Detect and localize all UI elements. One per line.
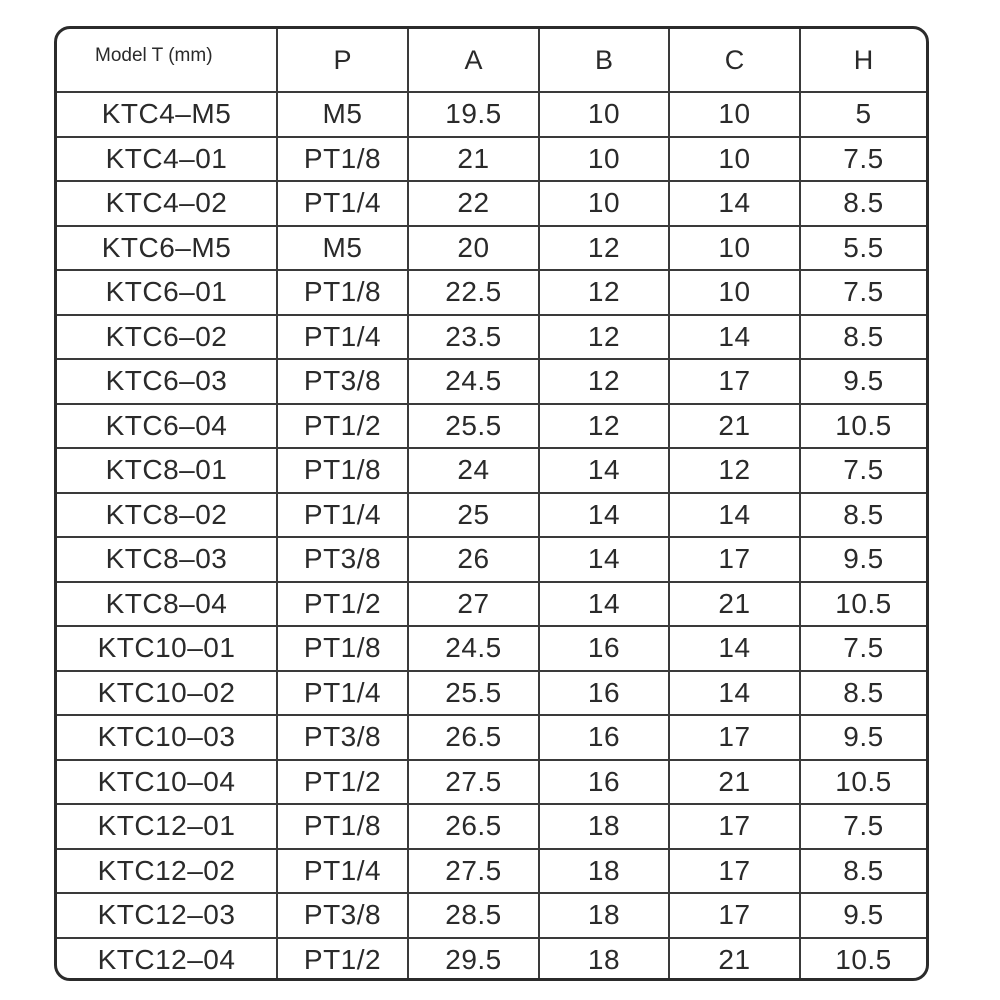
cell-c: 14 xyxy=(669,626,800,671)
cell-p: M5 xyxy=(277,92,408,137)
cell-c: 10 xyxy=(669,270,800,315)
cell-p: M5 xyxy=(277,226,408,271)
cell-p: PT1/8 xyxy=(277,804,408,849)
cell-h: 5 xyxy=(800,92,926,137)
spec-table-frame xyxy=(54,26,929,981)
cell-a: 22.5 xyxy=(408,270,539,315)
cell-h: 10.5 xyxy=(800,938,926,982)
cell-c: 17 xyxy=(669,893,800,938)
cell-a: 29.5 xyxy=(408,938,539,982)
cell-b: 18 xyxy=(539,804,669,849)
cell-h: 9.5 xyxy=(800,893,926,938)
cell-b: 14 xyxy=(539,537,669,582)
cell-c: 17 xyxy=(669,715,800,760)
cell-a: 27.5 xyxy=(408,760,539,805)
cell-a: 20 xyxy=(408,226,539,271)
cell-c: 10 xyxy=(669,92,800,137)
table-row xyxy=(57,671,926,716)
cell-b: 12 xyxy=(539,226,669,271)
cell-p: PT3/8 xyxy=(277,715,408,760)
cell-h: 7.5 xyxy=(800,448,926,493)
table-body xyxy=(57,92,926,981)
cell-c: 21 xyxy=(669,404,800,449)
cell-p: PT1/2 xyxy=(277,404,408,449)
cell-p: PT1/4 xyxy=(277,315,408,360)
cell-model: KTC4–01 xyxy=(57,137,277,182)
cell-model: KTC4–M5 xyxy=(57,92,277,137)
cell-h: 8.5 xyxy=(800,315,926,360)
cell-b: 12 xyxy=(539,404,669,449)
cell-h: 7.5 xyxy=(800,804,926,849)
cell-model: KTC6–02 xyxy=(57,315,277,360)
cell-p: PT1/8 xyxy=(277,270,408,315)
cell-b: 12 xyxy=(539,315,669,360)
cell-model: KTC8–03 xyxy=(57,537,277,582)
table-row xyxy=(57,849,926,894)
cell-h: 5.5 xyxy=(800,226,926,271)
cell-a: 26 xyxy=(408,537,539,582)
cell-c: 14 xyxy=(669,671,800,716)
cell-p: PT1/4 xyxy=(277,849,408,894)
cell-a: 27.5 xyxy=(408,849,539,894)
cell-c: 14 xyxy=(669,181,800,226)
cell-b: 14 xyxy=(539,493,669,538)
cell-b: 12 xyxy=(539,359,669,404)
cell-model: KTC8–04 xyxy=(57,582,277,627)
cell-a: 21 xyxy=(408,137,539,182)
cell-h: 8.5 xyxy=(800,671,926,716)
cell-p: PT1/4 xyxy=(277,493,408,538)
cell-h: 8.5 xyxy=(800,849,926,894)
cell-model: KTC10–01 xyxy=(57,626,277,671)
cell-p: PT1/8 xyxy=(277,626,408,671)
cell-a: 24 xyxy=(408,448,539,493)
table-row xyxy=(57,92,926,137)
header-cell-c: C xyxy=(669,29,800,92)
table-row xyxy=(57,804,926,849)
table-row xyxy=(57,893,926,938)
cell-b: 16 xyxy=(539,715,669,760)
cell-c: 21 xyxy=(669,938,800,982)
cell-h: 10.5 xyxy=(800,760,926,805)
table-row xyxy=(57,270,926,315)
cell-a: 26.5 xyxy=(408,804,539,849)
cell-a: 25 xyxy=(408,493,539,538)
table-row xyxy=(57,493,926,538)
cell-a: 22 xyxy=(408,181,539,226)
cell-h: 10.5 xyxy=(800,582,926,627)
cell-model: KTC4–02 xyxy=(57,181,277,226)
table-row xyxy=(57,715,926,760)
cell-h: 7.5 xyxy=(800,137,926,182)
cell-c: 10 xyxy=(669,137,800,182)
table-row xyxy=(57,448,926,493)
spec-table xyxy=(57,29,926,981)
cell-a: 24.5 xyxy=(408,359,539,404)
cell-b: 12 xyxy=(539,270,669,315)
cell-b: 18 xyxy=(539,849,669,894)
cell-h: 7.5 xyxy=(800,270,926,315)
cell-h: 8.5 xyxy=(800,493,926,538)
cell-h: 7.5 xyxy=(800,626,926,671)
cell-c: 17 xyxy=(669,537,800,582)
cell-b: 10 xyxy=(539,137,669,182)
cell-a: 25.5 xyxy=(408,671,539,716)
cell-model: KTC10–04 xyxy=(57,760,277,805)
table-row xyxy=(57,315,926,360)
cell-b: 18 xyxy=(539,938,669,982)
cell-h: 9.5 xyxy=(800,715,926,760)
cell-p: PT1/4 xyxy=(277,671,408,716)
cell-h: 10.5 xyxy=(800,404,926,449)
cell-p: PT3/8 xyxy=(277,537,408,582)
table-row xyxy=(57,137,926,182)
cell-p: PT3/8 xyxy=(277,893,408,938)
cell-p: PT1/8 xyxy=(277,448,408,493)
cell-c: 10 xyxy=(669,226,800,271)
header-row xyxy=(57,29,926,92)
table-row xyxy=(57,938,926,982)
cell-a: 25.5 xyxy=(408,404,539,449)
cell-a: 23.5 xyxy=(408,315,539,360)
table-row xyxy=(57,760,926,805)
cell-b: 10 xyxy=(539,92,669,137)
cell-b: 14 xyxy=(539,582,669,627)
cell-p: PT1/4 xyxy=(277,181,408,226)
cell-model: KTC8–02 xyxy=(57,493,277,538)
cell-a: 26.5 xyxy=(408,715,539,760)
cell-b: 10 xyxy=(539,181,669,226)
cell-c: 17 xyxy=(669,804,800,849)
cell-h: 9.5 xyxy=(800,359,926,404)
cell-model: KTC10–02 xyxy=(57,671,277,716)
cell-b: 18 xyxy=(539,893,669,938)
cell-p: PT1/2 xyxy=(277,582,408,627)
cell-p: PT1/2 xyxy=(277,938,408,982)
cell-a: 28.5 xyxy=(408,893,539,938)
cell-b: 14 xyxy=(539,448,669,493)
cell-p: PT3/8 xyxy=(277,359,408,404)
header-cell-b: B xyxy=(539,29,669,92)
cell-model: KTC10–03 xyxy=(57,715,277,760)
cell-c: 14 xyxy=(669,493,800,538)
cell-c: 17 xyxy=(669,359,800,404)
cell-c: 12 xyxy=(669,448,800,493)
cell-p: PT1/8 xyxy=(277,137,408,182)
cell-model: KTC12–02 xyxy=(57,849,277,894)
cell-a: 19.5 xyxy=(408,92,539,137)
header-cell-h: H xyxy=(800,29,926,92)
cell-model: KTC12–01 xyxy=(57,804,277,849)
table-row xyxy=(57,582,926,627)
cell-a: 24.5 xyxy=(408,626,539,671)
table-row xyxy=(57,404,926,449)
cell-model: KTC12–03 xyxy=(57,893,277,938)
table-row xyxy=(57,359,926,404)
cell-c: 21 xyxy=(669,582,800,627)
cell-model: KTC6–04 xyxy=(57,404,277,449)
cell-c: 21 xyxy=(669,760,800,805)
cell-c: 17 xyxy=(669,849,800,894)
cell-model: KTC6–M5 xyxy=(57,226,277,271)
cell-model: KTC6–01 xyxy=(57,270,277,315)
cell-h: 9.5 xyxy=(800,537,926,582)
cell-model: KTC8–01 xyxy=(57,448,277,493)
cell-b: 16 xyxy=(539,671,669,716)
table-row xyxy=(57,626,926,671)
table-row xyxy=(57,537,926,582)
cell-a: 27 xyxy=(408,582,539,627)
cell-p: PT1/2 xyxy=(277,760,408,805)
cell-model: KTC6–03 xyxy=(57,359,277,404)
header-cell-p: P xyxy=(277,29,408,92)
table-row xyxy=(57,181,926,226)
table-row xyxy=(57,226,926,271)
cell-h: 8.5 xyxy=(800,181,926,226)
cell-model: KTC12–04 xyxy=(57,938,277,982)
header-cell-model: Model T (mm) xyxy=(57,29,277,92)
cell-b: 16 xyxy=(539,626,669,671)
header-cell-a: A xyxy=(408,29,539,92)
cell-b: 16 xyxy=(539,760,669,805)
cell-c: 14 xyxy=(669,315,800,360)
